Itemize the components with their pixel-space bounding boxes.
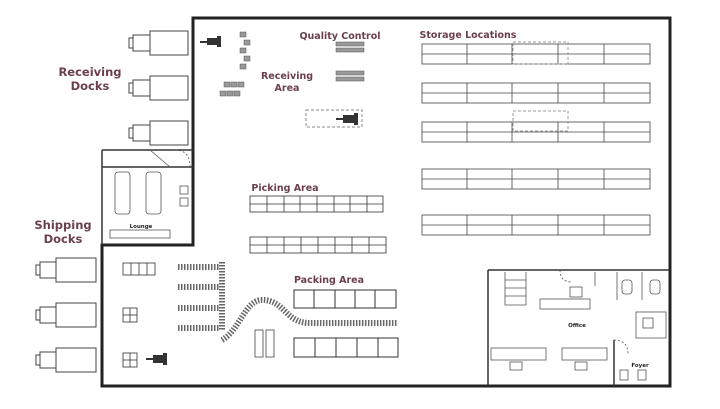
storage-rack — [422, 215, 650, 235]
truck-icon — [129, 31, 188, 55]
picking-shelves — [250, 196, 386, 253]
truck-icon — [129, 76, 188, 100]
storage-racks — [422, 44, 650, 235]
shipping-docks-label: Shipping — [34, 218, 92, 232]
storage-highlight-zones — [513, 42, 568, 131]
storage-rack — [422, 122, 650, 142]
forklift-icon — [336, 113, 358, 125]
storage-rack — [422, 83, 650, 103]
picking-shelf-row-1 — [250, 196, 383, 212]
picking-shelf-row-2 — [250, 237, 386, 253]
conveyor-rails — [255, 330, 274, 357]
quality-control-label: Quality Control — [299, 31, 381, 42]
foyer-label: Foyer — [631, 363, 649, 369]
packing-area-label: Packing Area — [293, 275, 365, 286]
picking-area-label: Picking Area — [251, 183, 319, 194]
receiving-area-label: Receiving — [260, 71, 314, 82]
lounge-label: Lounge — [129, 224, 153, 230]
packing-stations — [294, 290, 398, 357]
storage-rack — [422, 169, 650, 189]
receiving-docks-label: Docks — [70, 79, 110, 93]
receiving-area-label: Area — [274, 83, 300, 94]
receiving-trucks — [129, 31, 188, 145]
shipping-docks-label: Docks — [43, 232, 83, 246]
shipping-pallets — [123, 263, 155, 367]
truck-icon — [36, 303, 96, 327]
forklift-icon — [200, 36, 221, 47]
office-label: Office — [568, 323, 586, 329]
truck-icon — [36, 258, 96, 282]
storage-rack — [422, 44, 650, 64]
truck-icon — [129, 121, 188, 145]
truck-icon — [36, 348, 96, 372]
shipping-trucks — [36, 258, 96, 372]
receiving-docks-label: Receiving — [58, 65, 122, 79]
forklift-icon — [146, 353, 167, 365]
storage-locations-label: Storage Locations — [419, 30, 517, 41]
